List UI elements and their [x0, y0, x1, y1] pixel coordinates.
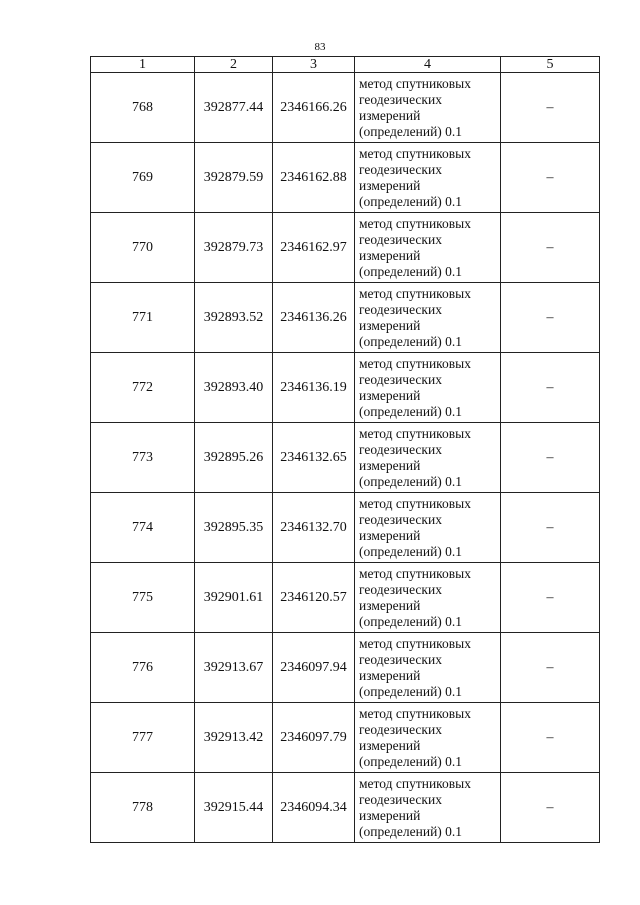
table-row: [91, 213, 600, 283]
note-cell: –: [501, 283, 600, 353]
point-number-cell: 778: [91, 773, 195, 843]
method-line: геодезических: [359, 301, 442, 317]
method-line: (определений) 0.1: [359, 683, 463, 699]
column-header-5: 5: [501, 57, 600, 73]
x-coordinate-cell: 392893.40: [195, 353, 273, 423]
method-line: (определений) 0.1: [359, 613, 463, 629]
point-number-cell: 771: [91, 283, 195, 353]
x-coordinate-cell: 392915.44: [195, 773, 273, 843]
method-line: геодезических: [359, 581, 442, 597]
y-coordinate-cell: 2346132.70: [273, 493, 355, 563]
note-cell: –: [501, 773, 600, 843]
method-line: метод спутниковых: [359, 285, 471, 301]
x-coordinate-cell: 392895.26: [195, 423, 273, 493]
method-line: (определений) 0.1: [359, 263, 463, 279]
y-coordinate-cell: 2346132.65: [273, 423, 355, 493]
y-coordinate-cell: 2346097.94: [273, 633, 355, 703]
method-line: измерений: [359, 737, 421, 753]
method-line: (определений) 0.1: [359, 403, 463, 419]
y-coordinate-cell: 2346166.26: [273, 73, 355, 143]
note-cell: –: [501, 353, 600, 423]
x-coordinate-cell: 392893.52: [195, 283, 273, 353]
table-row: [91, 283, 600, 353]
method-line: измерений: [359, 317, 421, 333]
method-line: геодезических: [359, 721, 442, 737]
table-row: [91, 73, 600, 143]
method-line: (определений) 0.1: [359, 543, 463, 559]
method-line: метод спутниковых: [359, 635, 471, 651]
method-line: (определений) 0.1: [359, 753, 463, 769]
note-cell: –: [501, 213, 600, 283]
method-line: метод спутниковых: [359, 705, 471, 721]
method-cell: [355, 423, 501, 493]
header-row: [91, 57, 600, 73]
method-cell: [355, 283, 501, 353]
method-line: метод спутниковых: [359, 145, 471, 161]
method-line: измерений: [359, 597, 421, 613]
coordinates-table: [90, 56, 600, 843]
point-number-cell: 773: [91, 423, 195, 493]
method-line: измерений: [359, 387, 421, 403]
method-line: геодезических: [359, 511, 442, 527]
column-header-4: 4: [355, 57, 501, 73]
method-cell: [355, 773, 501, 843]
y-coordinate-cell: 2346120.57: [273, 563, 355, 633]
method-line: измерений: [359, 107, 421, 123]
method-cell: [355, 493, 501, 563]
method-line: (определений) 0.1: [359, 123, 463, 139]
method-line: геодезических: [359, 91, 442, 107]
method-line: метод спутниковых: [359, 495, 471, 511]
note-cell: –: [501, 563, 600, 633]
method-line: измерений: [359, 527, 421, 543]
method-line: геодезических: [359, 231, 442, 247]
note-cell: –: [501, 493, 600, 563]
method-cell: [355, 143, 501, 213]
table-body: [91, 73, 600, 843]
method-line: геодезических: [359, 441, 442, 457]
column-header-3: 3: [273, 57, 355, 73]
x-coordinate-cell: 392901.61: [195, 563, 273, 633]
method-line: (определений) 0.1: [359, 193, 463, 209]
table-row: [91, 143, 600, 213]
y-coordinate-cell: 2346094.34: [273, 773, 355, 843]
method-line: геодезических: [359, 651, 442, 667]
method-line: измерений: [359, 667, 421, 683]
point-number-cell: 768: [91, 73, 195, 143]
method-line: геодезических: [359, 371, 442, 387]
table-row: [91, 423, 600, 493]
y-coordinate-cell: 2346097.79: [273, 703, 355, 773]
method-line: измерений: [359, 177, 421, 193]
note-cell: –: [501, 423, 600, 493]
y-coordinate-cell: 2346136.19: [273, 353, 355, 423]
method-line: метод спутниковых: [359, 75, 471, 91]
method-line: измерений: [359, 247, 421, 263]
method-line: геодезических: [359, 791, 442, 807]
method-line: измерений: [359, 457, 421, 473]
method-line: метод спутниковых: [359, 775, 471, 791]
point-number-cell: 772: [91, 353, 195, 423]
note-cell: –: [501, 73, 600, 143]
method-line: (определений) 0.1: [359, 333, 463, 349]
x-coordinate-cell: 392877.44: [195, 73, 273, 143]
method-line: метод спутниковых: [359, 355, 471, 371]
method-line: метод спутниковых: [359, 425, 471, 441]
method-cell: [355, 353, 501, 423]
y-coordinate-cell: 2346162.88: [273, 143, 355, 213]
point-number-cell: 775: [91, 563, 195, 633]
y-coordinate-cell: 2346136.26: [273, 283, 355, 353]
note-cell: –: [501, 633, 600, 703]
note-cell: –: [501, 143, 600, 213]
x-coordinate-cell: 392895.35: [195, 493, 273, 563]
method-cell: [355, 633, 501, 703]
method-cell: [355, 563, 501, 633]
x-coordinate-cell: 392879.59: [195, 143, 273, 213]
method-cell: [355, 703, 501, 773]
method-cell: [355, 73, 501, 143]
column-header-1: 1: [91, 57, 195, 73]
point-number-cell: 770: [91, 213, 195, 283]
method-line: геодезических: [359, 161, 442, 177]
table-row: [91, 563, 600, 633]
x-coordinate-cell: 392913.42: [195, 703, 273, 773]
method-cell: [355, 213, 501, 283]
point-number-cell: 776: [91, 633, 195, 703]
method-line: метод спутниковых: [359, 565, 471, 581]
table-row: [91, 703, 600, 773]
page-number: 83: [314, 41, 326, 53]
table-row: [91, 633, 600, 703]
table-row: [91, 773, 600, 843]
note-cell: –: [501, 703, 600, 773]
table-row: [91, 493, 600, 563]
table-row: [91, 353, 600, 423]
table-header: [91, 57, 600, 73]
method-line: измерений: [359, 807, 421, 823]
point-number-cell: 774: [91, 493, 195, 563]
y-coordinate-cell: 2346162.97: [273, 213, 355, 283]
x-coordinate-cell: 392879.73: [195, 213, 273, 283]
column-header-2: 2: [195, 57, 273, 73]
method-line: метод спутниковых: [359, 215, 471, 231]
x-coordinate-cell: 392913.67: [195, 633, 273, 703]
method-line: (определений) 0.1: [359, 473, 463, 489]
point-number-cell: 769: [91, 143, 195, 213]
point-number-cell: 777: [91, 703, 195, 773]
method-line: (определений) 0.1: [359, 823, 463, 839]
